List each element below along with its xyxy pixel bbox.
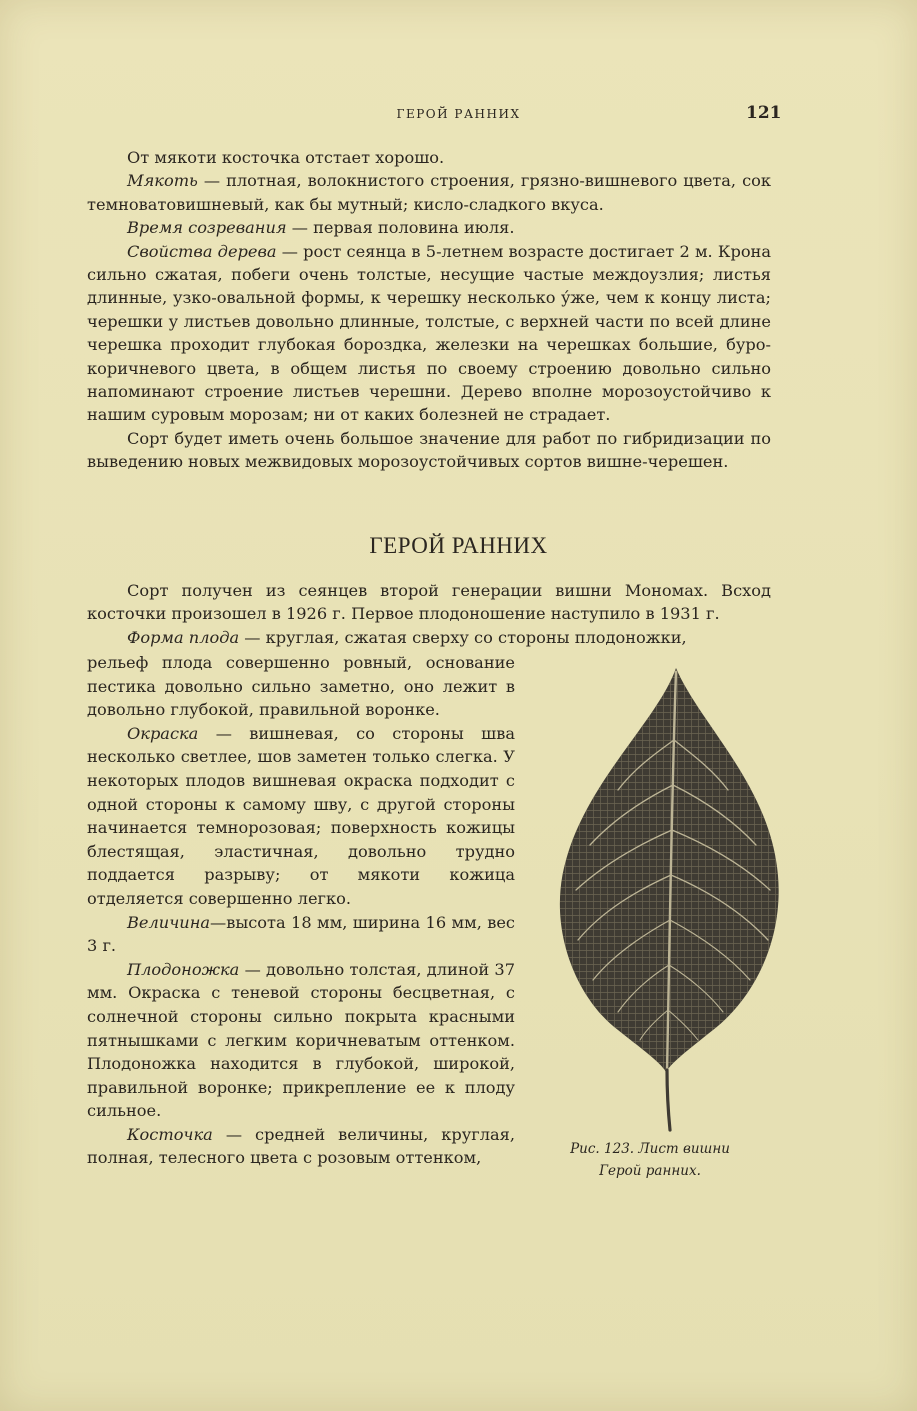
paragraph [87,216,771,239]
term-label: Окраска [127,723,199,743]
paragraph: Сорт получен из сеянцев второй генерации вишни Мономах. Всход косточки произошел в 1926 г. Первое плодоношение наступило в 1931 г. [87,581,771,624]
term-label: Форма плода [127,627,240,647]
page-number: 121 [746,103,782,123]
paragraph-text: — первая половина июля. [286,218,515,238]
figure-caption [540,1138,760,1182]
cherry-leaf-illustration [548,660,788,1140]
paragraph-text: — средней величины, круглая, полная, телесного цвета с розовым оттенком, [87,1124,515,1168]
paragraph-text: — рост сеянца в 5-летнем возрасте достигает 2 м. Крона сильно сжатая, побеги очень толстые, несущие частые междоузлия; листья длинные, узко-овальной формы, к черешку несколько ýже, чем к концу листа; черешки у листьев довольно длинные, толстые, с верхней части по всей длине черешка проходит глубокая бороздка, железки на черешках большие, буро-коричневого цвета, в общем листья по своему строению довольно сильно напоминают строение листьев черешни. Дерево вполне морозоустойчиво к нашим суровым морозам; ни от каких болезней не страдает. [87,241,771,425]
paragraph [87,958,515,1123]
term-label: Время созревания [127,218,287,238]
paragraph [87,911,515,958]
caption-line: Герой ранних. [599,1163,701,1179]
term-label: Свойства дерева [127,241,277,261]
paragraph-text: — плотная, волокнистого строения, грязно-вишневого цвета, сок темноватовишневый, как бы мутный; кисло-сладкого вкуса. [87,171,771,214]
caption-line: Рис. 123. Лист вишни [570,1141,730,1157]
paragraph [87,626,771,649]
running-title: ГЕРОЙ РАННИХ [396,107,521,121]
paragraph [87,722,515,911]
paragraph [87,169,771,216]
top-text-block [87,146,771,474]
paragraph-text: — вишневая, со стороны шва несколько светлее, шов заметен только слегка. У некоторых плодов вишневая окраска подходит с одной стороны к самому шву, с другой стороны начинается темнорозовая; поверхность кожицы блестящая, эластичная, довольно трудно поддается разрыву; от мякоти кожица отделяется совершенно легко. [87,723,515,908]
term-label: Мякоть [127,171,198,191]
term-label: Плодоножка [127,959,240,979]
paragraph: рельеф плода совершенно ровный, основание пестика довольно сильно заметно, оно лежит в довольно глубокой, правильной воронке. [87,653,515,720]
paragraph [87,240,771,427]
paragraph-text: — довольно толстая, длиной 37 мм. Окраска с теневой стороны бесцветная, с солнечной стороны сильно покрыта красными пятнышками с легким коричневатым оттенком. Плодоножка находится в глубокой, широкой, правильной воронке; прикрепление ее к плоду сильное. [87,959,515,1121]
paragraph: От мякоти косточка отстает хорошо. [127,148,445,167]
leaf-petiole [667,1070,670,1130]
term-label: Косточка [127,1124,213,1144]
term-label: Величина [127,912,211,932]
section-title: ГЕРОЙ РАННИХ [369,533,548,558]
paragraph-text: — круглая, сжатая сверху со стороны плодоножки, [239,627,687,647]
left-column-text [87,651,515,1170]
leaf-figure [548,660,788,1140]
paragraph [87,1123,515,1170]
section-intro-block [87,579,771,649]
paragraph-text: —высота 18 мм, ширина 16 мм, вес 3 г. [87,912,515,956]
paragraph: Сорт будет иметь очень большое значение для работ по гибридизации по выведению новых межвидовых морозоустойчивых сортов вишне-черешен. [87,428,771,472]
